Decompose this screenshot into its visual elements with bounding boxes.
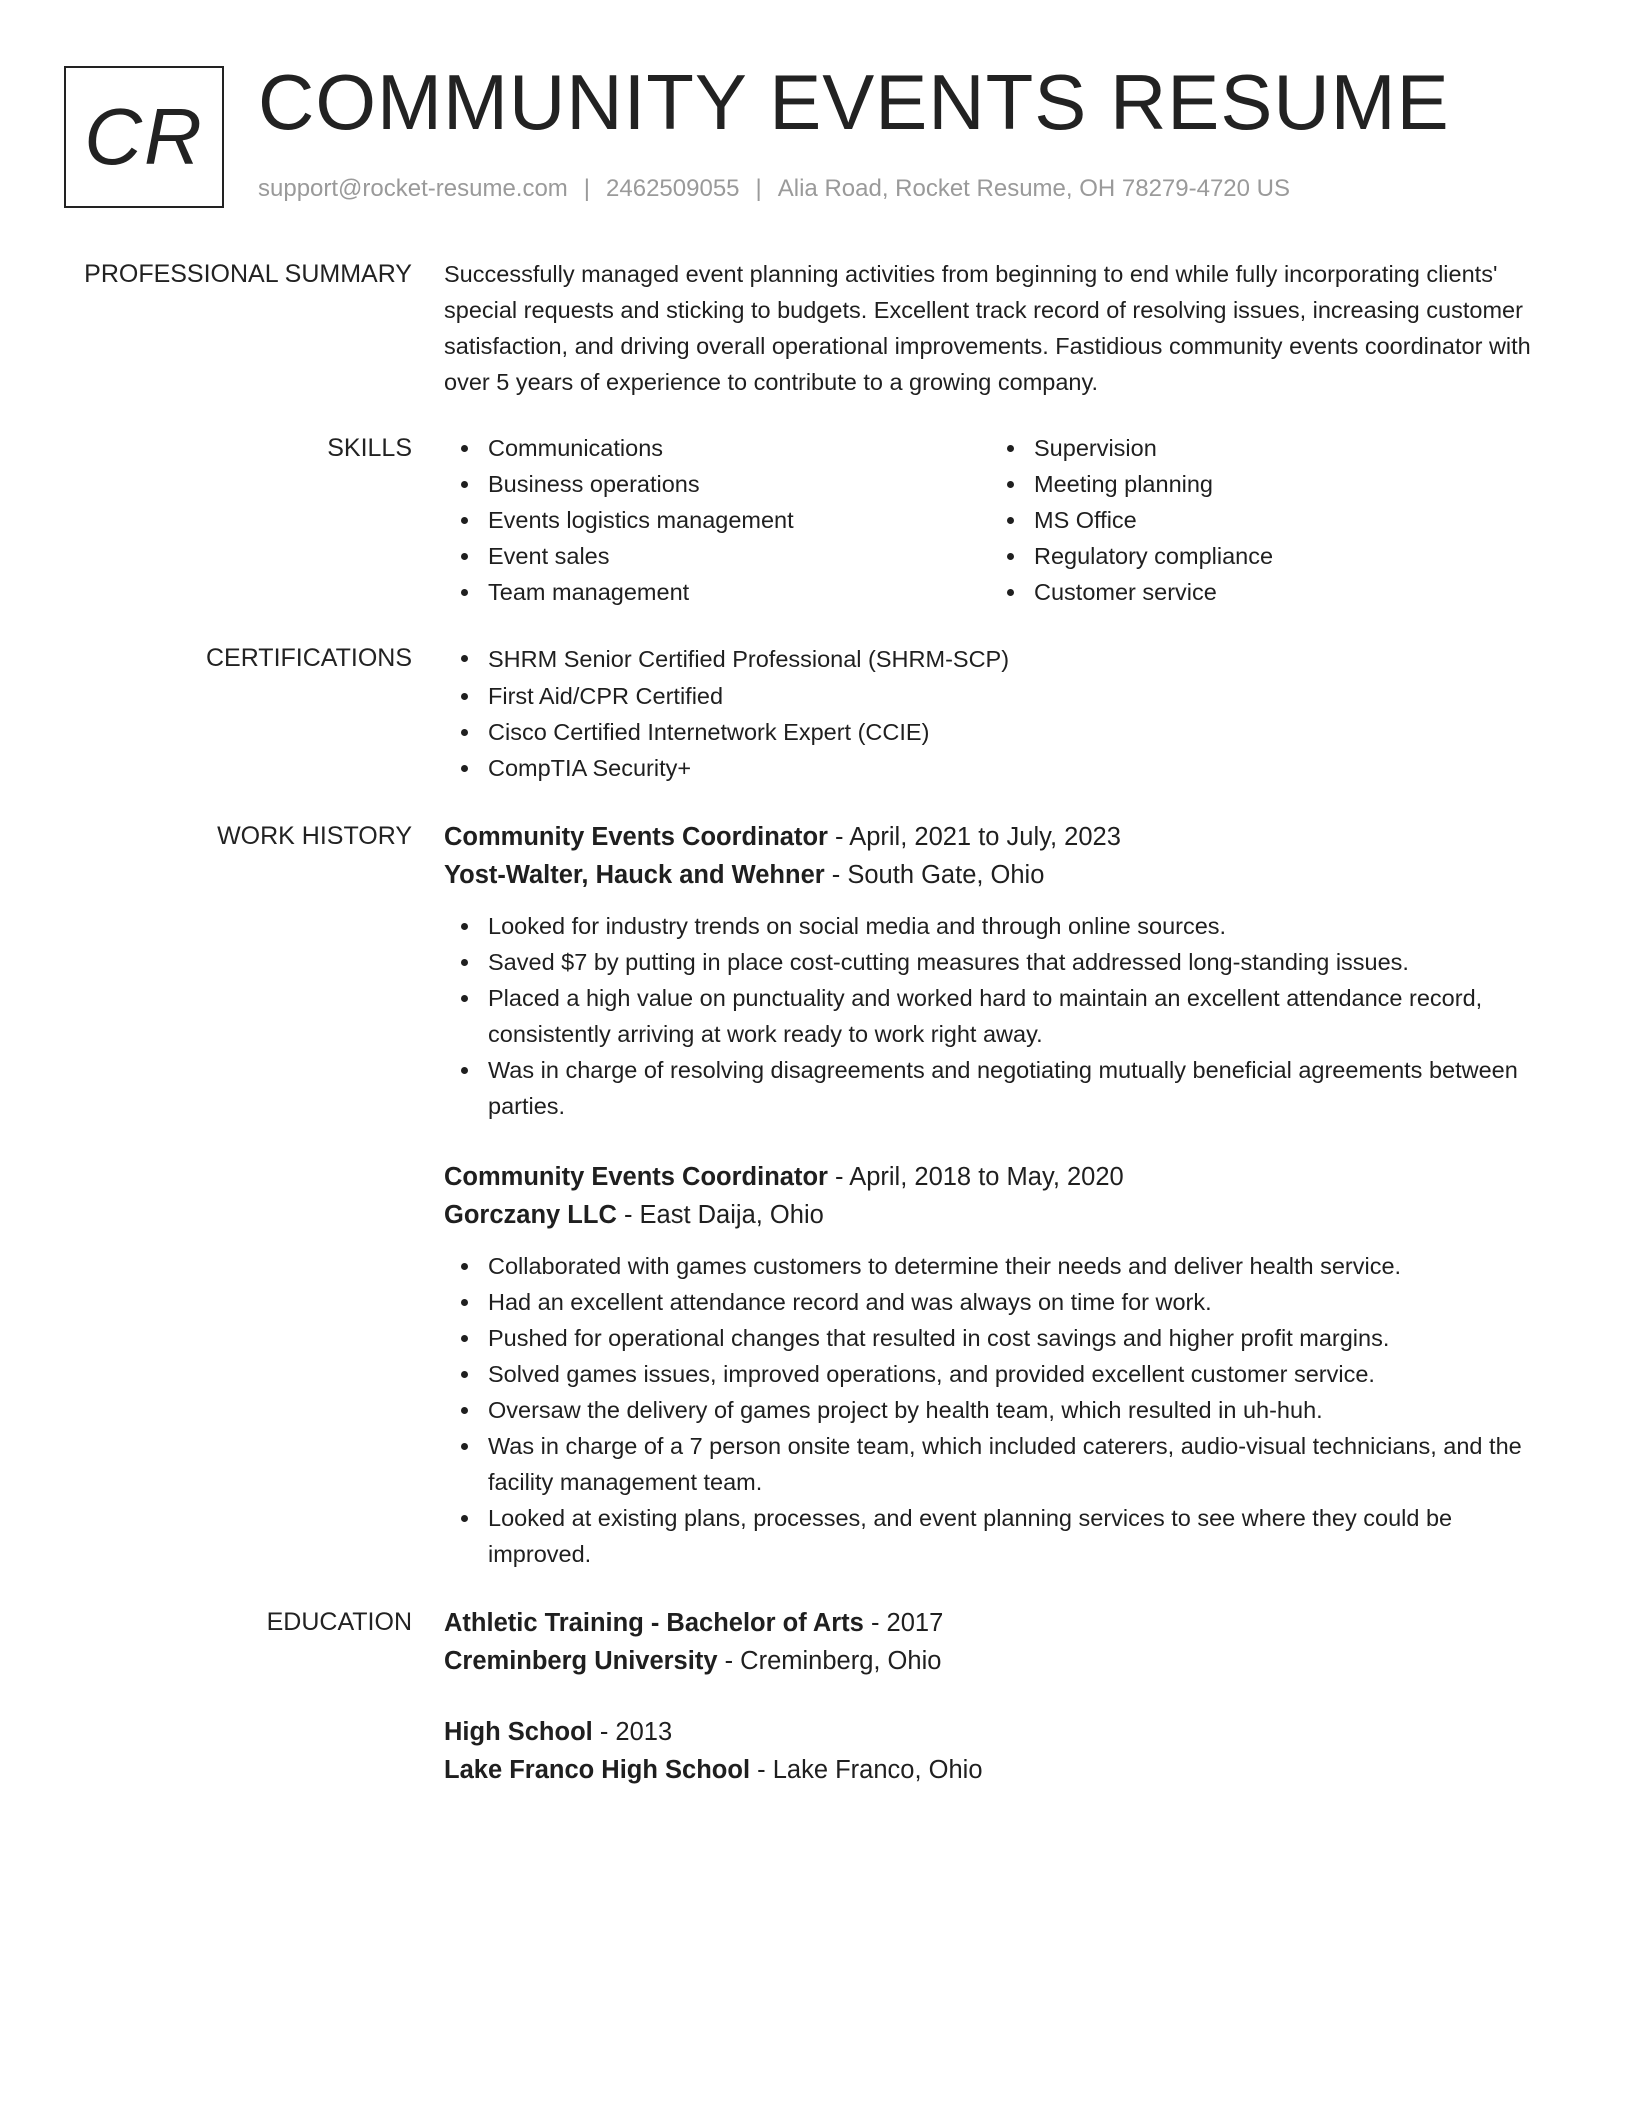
- certification-item: CompTIA Security+: [444, 750, 1544, 786]
- education-year: - 2013: [592, 1718, 673, 1746]
- education-school: Creminberg University: [444, 1647, 718, 1675]
- education-location: - Creminberg, Ohio: [717, 1647, 942, 1675]
- job-dates: - April, 2018 to May, 2020: [827, 1163, 1124, 1191]
- skill-item: MS Office: [990, 502, 1510, 538]
- skill-item: Customer service: [990, 574, 1510, 610]
- job-bullet: Solved games issues, improved operations, and provided excellent customer service.: [444, 1356, 1544, 1392]
- job-bullet: Had an excellent attendance record and was always on time for work.: [444, 1284, 1544, 1320]
- contact-separator: |: [583, 175, 591, 202]
- education-year: - 2017: [863, 1609, 944, 1637]
- education-school-line: [444, 1751, 1544, 1789]
- contact-separator: |: [755, 175, 762, 202]
- job-location: - East Daija, Ohio: [616, 1201, 824, 1229]
- skill-item: Supervision: [990, 430, 1510, 466]
- skill-item: Event sales: [444, 538, 964, 574]
- education-degree: Athletic Training - Bachelor of Arts: [444, 1609, 864, 1637]
- job-entry: [444, 1158, 1544, 1572]
- skills-column-right: [990, 430, 1510, 610]
- resume-title: COMMUNITY EVENTS RESUME: [258, 58, 1450, 146]
- certification-item: Cisco Certified Internetwork Expert (CCIE): [444, 714, 1544, 750]
- summary-text: Successfully managed event planning activities from beginning to end while fully incorporating clients' special requests and sticking to budgets. Excellent track record of resolving issues, increasing customer satisfaction, and driving overall operational improvements. Fastidious community events coordinator with over 5 years of experience to contribute to a growing company.: [444, 261, 1531, 395]
- skill-item: Events logistics management: [444, 502, 964, 538]
- section-heading: CERTIFICATIONS: [205, 644, 412, 672]
- education-school-line: [444, 1642, 1544, 1680]
- section-heading: EDUCATION: [266, 1608, 412, 1636]
- skills-column-left: [444, 430, 964, 610]
- job-bullet: Collaborated with games customers to determine their needs and deliver health service.: [444, 1248, 1544, 1284]
- skill-item: Business operations: [444, 466, 964, 502]
- education-degree-line: [444, 1604, 1544, 1642]
- job-bullet: Pushed for operational changes that resulted in cost savings and higher profit margins.: [444, 1320, 1544, 1356]
- contact-phone[interactable]: 2462509055: [606, 175, 740, 202]
- job-company-line: [444, 856, 1544, 894]
- job-bullet: Saved $7 by putting in place cost-cutting measures that addressed long-standing issues.: [444, 944, 1544, 980]
- job-company: Gorczany LLC: [444, 1201, 617, 1229]
- job-bullet: Oversaw the delivery of games project by health team, which resulted in uh-huh.: [444, 1392, 1544, 1428]
- monogram-logo: [64, 66, 224, 208]
- job-bullets: [444, 1248, 1544, 1572]
- education-degree-line: [444, 1713, 1544, 1751]
- certification-item: SHRM Senior Certified Professional (SHRM-SCP): [444, 640, 1544, 678]
- contact-address: Alia Road, Rocket Resume, OH 78279-4720 US: [777, 175, 1291, 202]
- section-heading: WORK HISTORY: [217, 822, 412, 850]
- job-title: Community Events Coordinator: [444, 1163, 828, 1191]
- section-heading: SKILLS: [327, 434, 412, 462]
- education-degree: High School: [444, 1718, 593, 1746]
- job-bullet: Placed a high value on punctuality and worked hard to maintain an excellent attendance record, consistently arriving at work ready to work right away.: [444, 980, 1544, 1052]
- section-heading: PROFESSIONAL SUMMARY: [84, 260, 412, 288]
- education-entry: [444, 1713, 1544, 1789]
- skill-item: Meeting planning: [990, 466, 1510, 502]
- education-school: Lake Franco High School: [444, 1756, 751, 1784]
- job-bullets: [444, 908, 1544, 1124]
- job-company: Yost-Walter, Hauck and Wehner: [444, 861, 825, 889]
- job-entry: [444, 818, 1544, 1124]
- job-dates: - April, 2021 to July, 2023: [827, 823, 1121, 851]
- monogram-initials: CR: [84, 92, 204, 181]
- contact-email[interactable]: support@rocket-resume.com: [258, 175, 568, 202]
- skill-item: Communications: [444, 430, 964, 466]
- education-entry: [444, 1604, 1544, 1680]
- work-history-body: [444, 818, 1544, 1572]
- education-location: - Lake Franco, Ohio: [750, 1756, 983, 1784]
- skill-item: Regulatory compliance: [990, 538, 1510, 574]
- job-bullet: Was in charge of resolving disagreements and negotiating mutually beneficial agreements between parties.: [444, 1052, 1544, 1124]
- certification-item: First Aid/CPR Certified: [444, 678, 1544, 714]
- job-bullet: Looked for industry trends on social media and through online sources.: [444, 908, 1544, 944]
- job-title-line: [444, 1158, 1544, 1196]
- certifications-list: [444, 640, 1544, 786]
- job-bullet: Was in charge of a 7 person onsite team, which included caterers, audio-visual technicians, and the facility management team.: [444, 1428, 1544, 1500]
- job-title-line: [444, 818, 1544, 856]
- education-body: [444, 1604, 1544, 1789]
- job-company-line: [444, 1196, 1544, 1234]
- job-location: - South Gate, Ohio: [824, 861, 1045, 889]
- contact-line: [258, 174, 1290, 204]
- job-bullet: Looked at existing plans, processes, and event planning services to see where they could be improved.: [444, 1500, 1544, 1572]
- skill-item: Team management: [444, 574, 964, 610]
- job-title: Community Events Coordinator: [444, 823, 828, 851]
